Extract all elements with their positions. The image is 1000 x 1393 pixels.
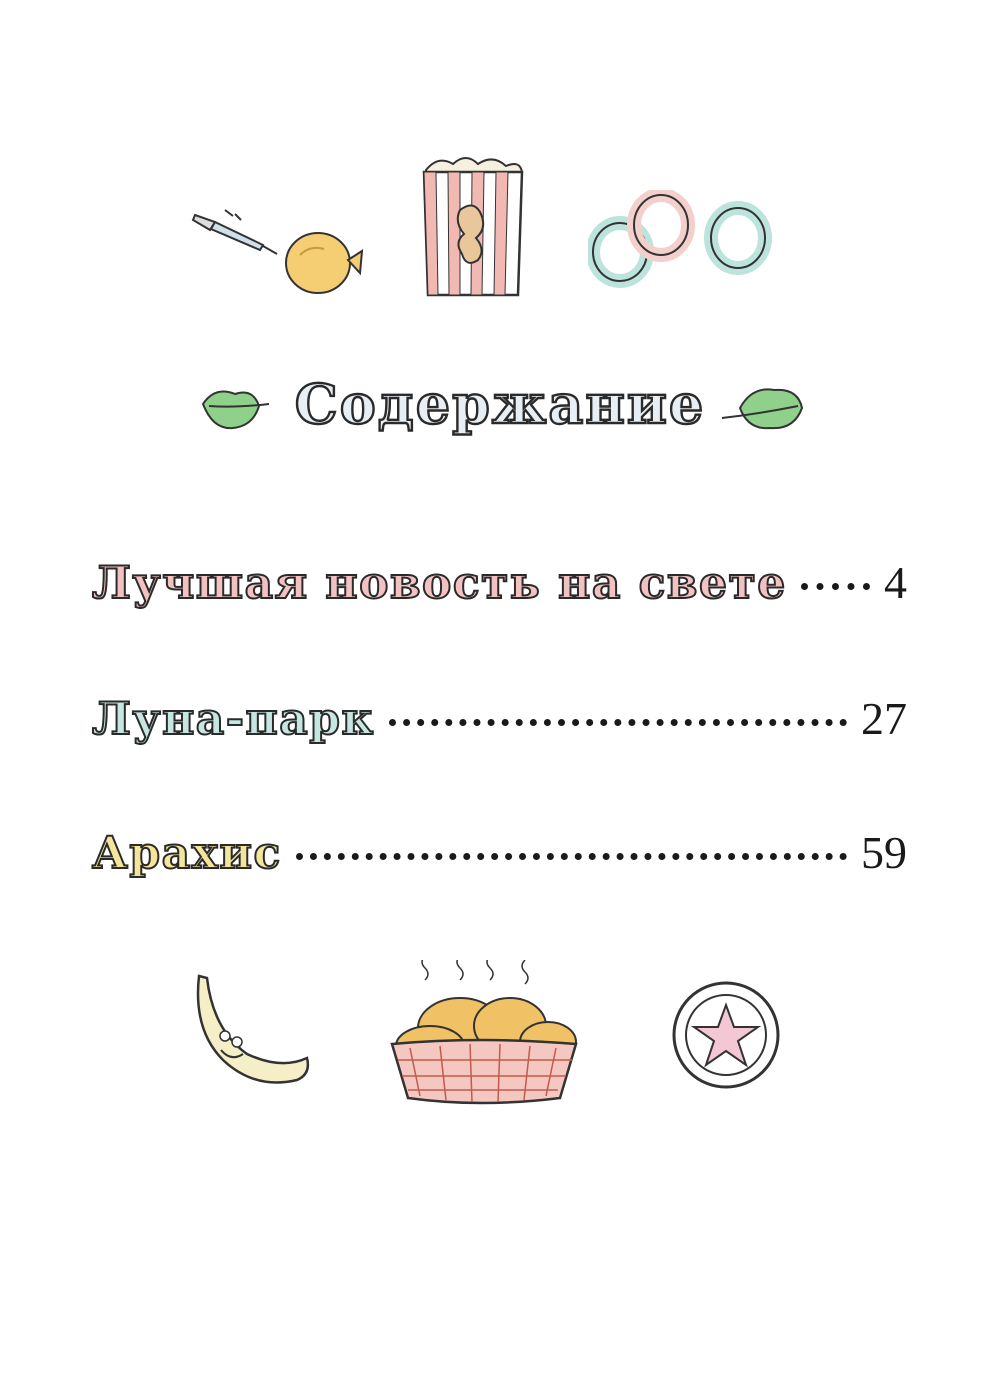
toc-leader-dots [389,719,847,726]
ring-toss-icon [588,190,778,290]
toc-entry-title: Лучшая новость на свете [92,558,787,609]
page-title: Содержание [294,372,706,436]
star-token-icon [666,975,786,1095]
popcorn-bag-icon [418,150,528,300]
pastry-basket-icon [380,960,585,1110]
toc-entry-page: 59 [861,827,907,878]
toc-entry-title: Луна-парк [92,694,375,745]
toc-entry-page: 4 [884,557,907,608]
toc-leader-dots [296,853,847,860]
toc-entry[interactable] [92,826,907,879]
toc-entry-title: Арахис [92,828,282,879]
toc-entry[interactable] [92,692,907,745]
balloon-icon [280,225,370,300]
banana-icon [185,970,320,1090]
toc-leader-dots [801,583,870,590]
toc-entry[interactable] [92,556,907,609]
toc-entry-page: 27 [861,693,907,744]
dart-icon [185,200,285,270]
